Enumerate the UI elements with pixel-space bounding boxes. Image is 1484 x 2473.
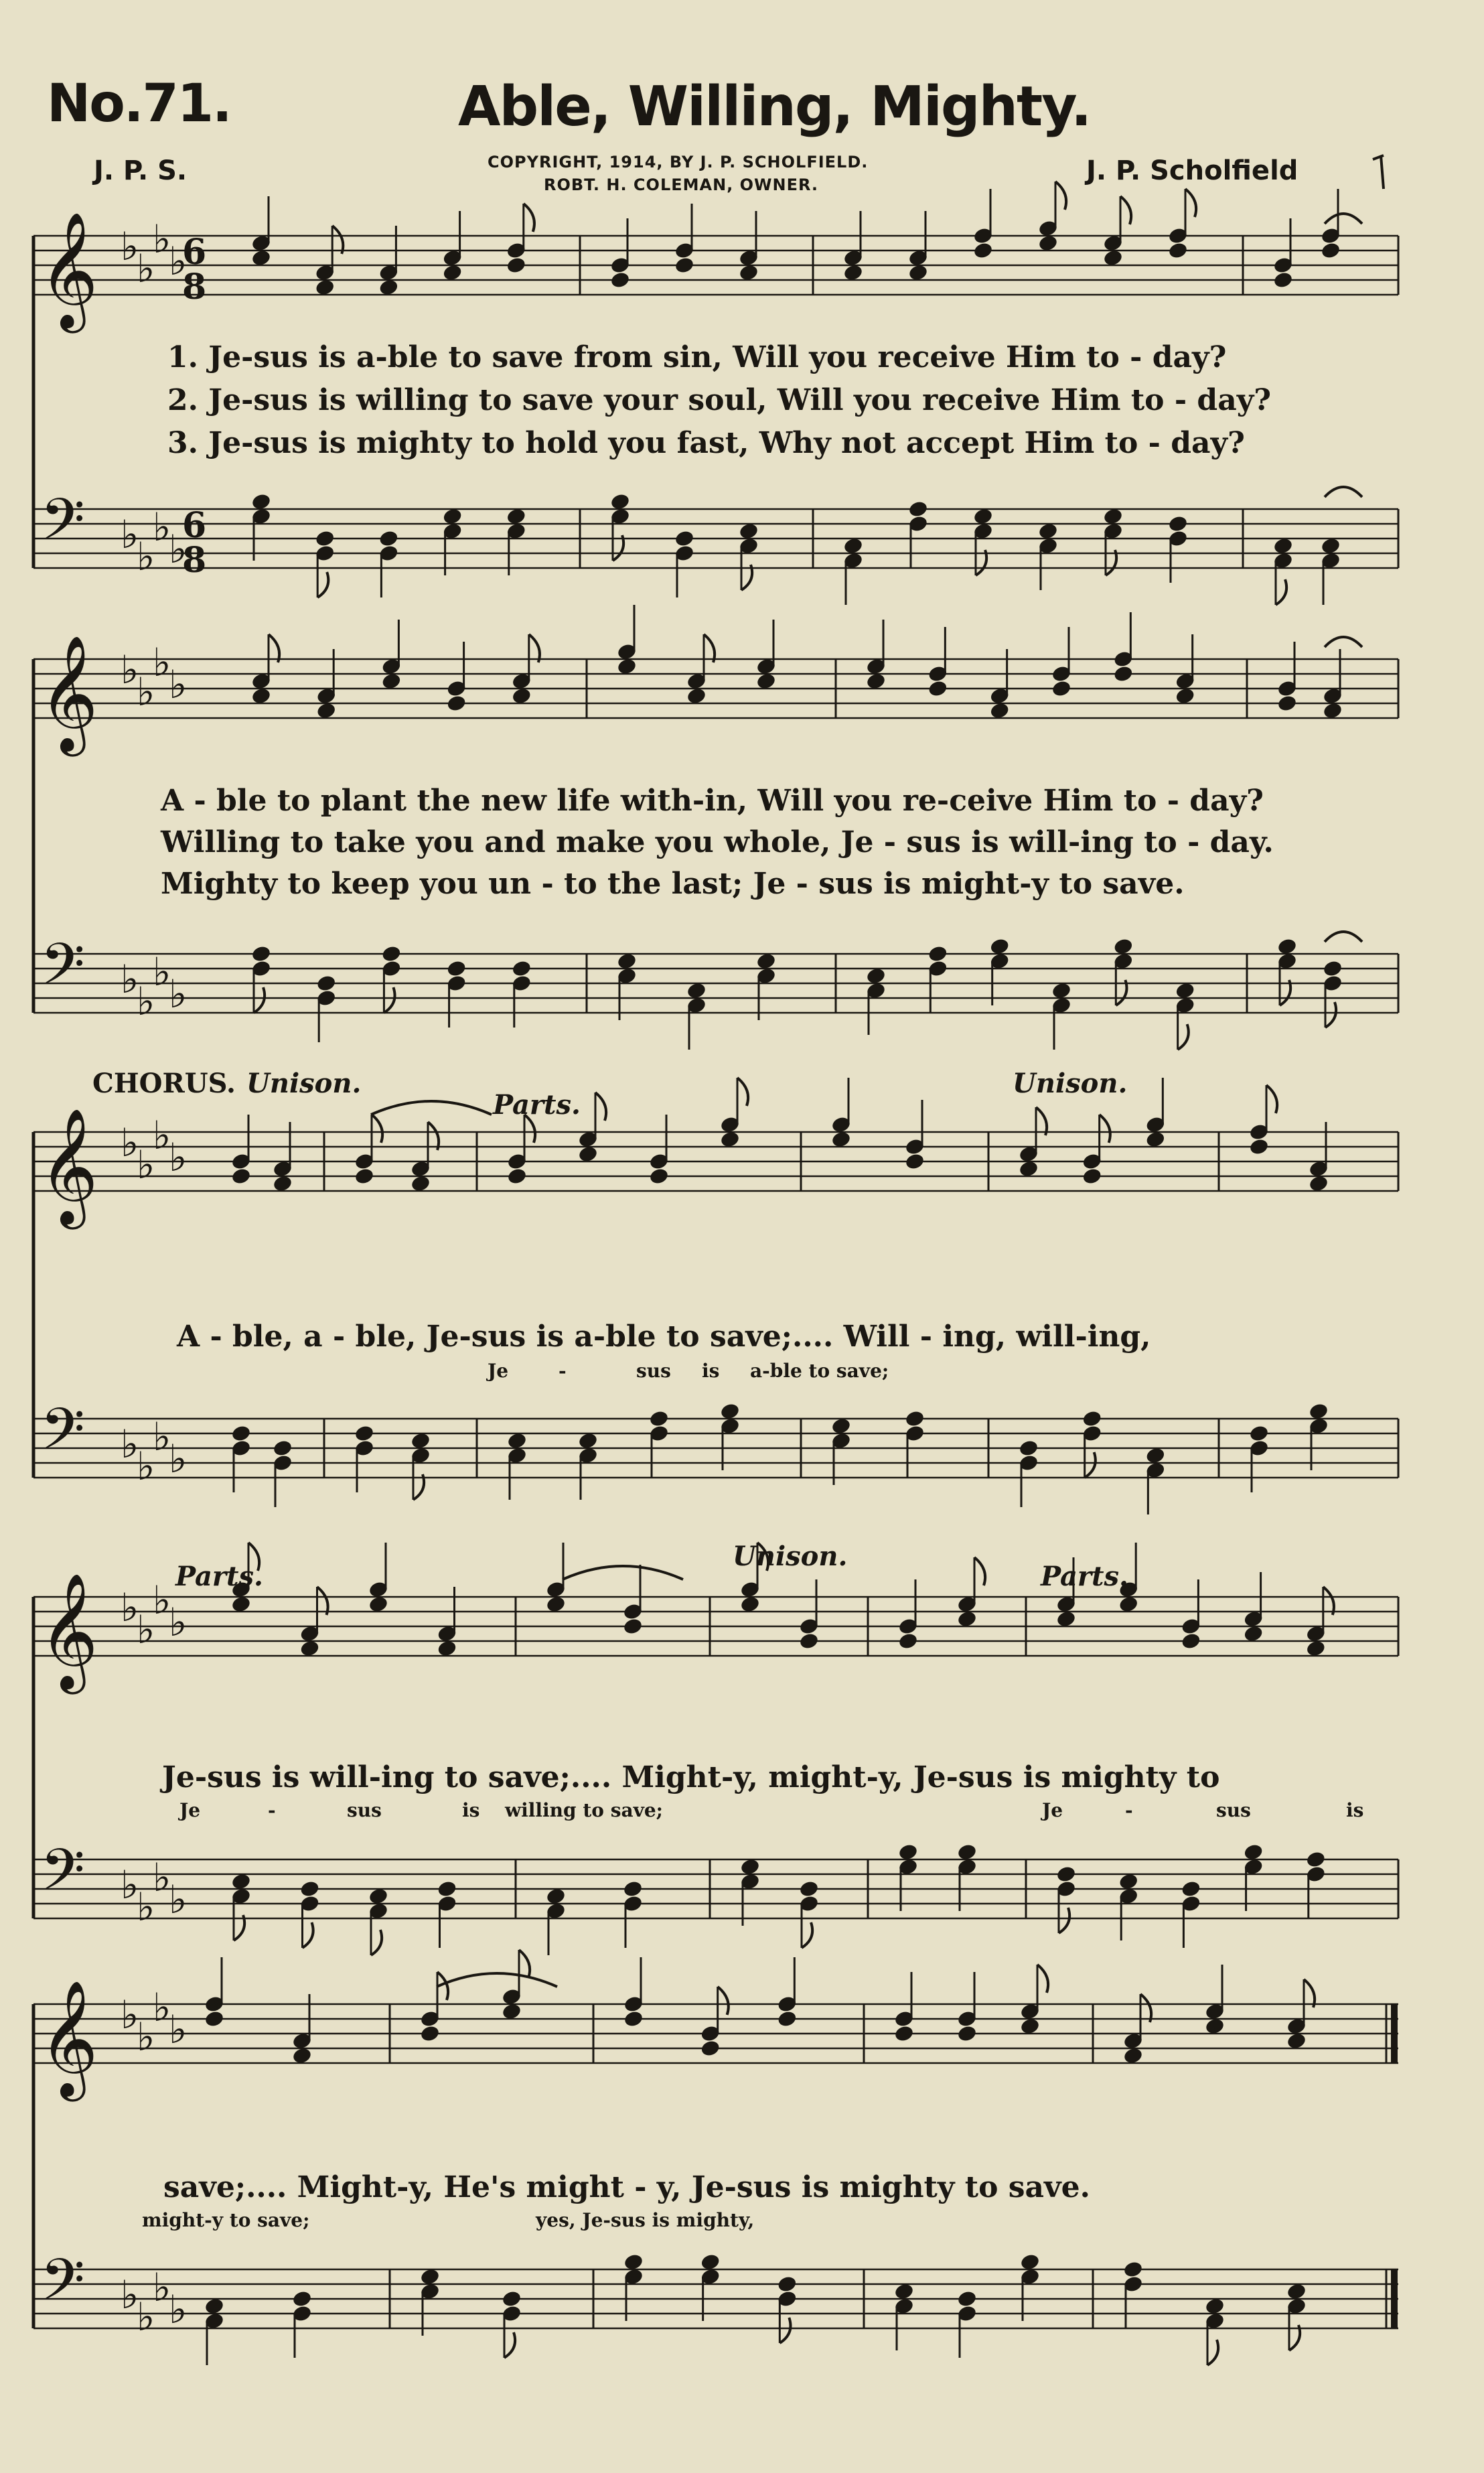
flat-sign: ♭ — [169, 1877, 188, 1922]
flat-sign: ♭ — [137, 669, 155, 715]
time-signature-bottom: 8 — [182, 540, 207, 581]
notehead — [622, 1880, 643, 1898]
notehead — [1102, 249, 1123, 267]
treble-clef: 𝄞 — [39, 1573, 98, 1689]
notehead — [1204, 2297, 1225, 2316]
bass-lyric: yes, Je-sus is mighty, — [536, 2209, 755, 2231]
bass-clef: 𝄢 — [40, 2246, 85, 2328]
note-flag — [1037, 1965, 1048, 1993]
direction-parts: Parts. — [493, 1089, 581, 1121]
verse-1-line-1: 1. Je-sus is a-ble to save from sin, Will you receive Him to - day? — [167, 340, 1227, 374]
direction-unison: Unison. — [733, 1541, 848, 1572]
flat-sign: ♭ — [137, 534, 155, 579]
flat-sign: ♭ — [137, 2294, 155, 2340]
flat-sign: ♭ — [137, 1884, 155, 1930]
note-flag — [1100, 1115, 1110, 1143]
note-flag — [317, 572, 328, 597]
note-flag — [317, 1587, 328, 1615]
treble-clef: 𝄞 — [39, 212, 98, 328]
note-flag — [780, 2318, 790, 2343]
treble-clef: 𝄞 — [39, 635, 98, 752]
note-flag — [1085, 1452, 1096, 1478]
notehead — [1272, 271, 1293, 289]
flat-sign: ♭ — [169, 662, 188, 707]
notehead — [1145, 1130, 1166, 1149]
notehead — [623, 2009, 644, 2028]
notehead — [250, 944, 271, 963]
notehead — [511, 687, 532, 705]
bass-lyric: Je — [1042, 1799, 1063, 1821]
notehead — [1167, 514, 1188, 533]
notehead — [1175, 981, 1195, 1000]
notehead — [1055, 1610, 1076, 1628]
bass-lyric: sus — [636, 1360, 671, 1382]
tie-mark — [371, 1101, 492, 1115]
note-flag — [1178, 1024, 1189, 1050]
notehead — [1322, 959, 1343, 978]
notehead — [299, 1639, 320, 1658]
notehead — [368, 1595, 388, 1614]
notehead — [798, 1632, 819, 1650]
flat-sign: ♭ — [153, 216, 171, 262]
notehead — [577, 1145, 598, 1163]
notehead — [378, 278, 399, 297]
notehead — [1145, 1446, 1166, 1465]
notehead — [1305, 1639, 1326, 1658]
bass-lyric: is — [702, 1360, 720, 1382]
verse-3-line-1: 3. Je-sus is mighty to hold you fast, Why not accept Him to - day? — [167, 426, 1245, 460]
notehead — [648, 1409, 669, 1428]
flat-sign: ♭ — [121, 224, 139, 269]
notehead — [719, 1402, 740, 1421]
notehead — [956, 1843, 977, 1861]
margin-mark — [1381, 155, 1384, 189]
notehead — [700, 2253, 721, 2271]
notehead — [1204, 2017, 1225, 2036]
bass-clef: 𝄢 — [40, 1836, 85, 1918]
notehead — [506, 507, 526, 526]
fermata-icon — [1325, 637, 1362, 647]
notehead — [1113, 937, 1134, 956]
note-flag — [529, 634, 540, 662]
notehead — [1308, 1174, 1329, 1193]
bass-lyric: sus — [1216, 1799, 1251, 1821]
flat-sign: ♭ — [121, 647, 139, 693]
notehead — [230, 1424, 251, 1443]
notehead — [904, 1409, 925, 1428]
verse-1-line-2: A - ble to plant the new life with-in, Will you re-ceive Him to - day? — [161, 784, 1264, 818]
copyright-line-2: ROBT. H. COLEMAN, OWNER. — [544, 175, 819, 194]
notehead — [1181, 1880, 1201, 1898]
flat-sign: ♭ — [137, 979, 155, 1024]
notehead — [1018, 1439, 1039, 1458]
notehead — [893, 2282, 914, 2301]
notehead — [1122, 2260, 1143, 2279]
notehead — [1320, 241, 1341, 260]
note-flag — [332, 226, 343, 254]
chorus-label: CHORUS. — [92, 1068, 236, 1099]
notehead — [1051, 981, 1071, 1000]
bass-clef: 𝄢 — [40, 486, 85, 567]
bass-lyric: Je — [488, 1360, 509, 1382]
time-signature-top: 6 — [182, 505, 207, 546]
notehead — [623, 2253, 644, 2271]
notehead — [893, 2024, 914, 2043]
note-flag — [303, 1922, 313, 1948]
note-flag — [1276, 579, 1286, 605]
notehead — [1122, 2046, 1143, 2065]
time-signature-bottom: 8 — [182, 267, 207, 307]
notehead — [956, 2024, 977, 2043]
notehead — [1118, 1872, 1139, 1891]
notehead — [686, 981, 707, 1000]
notehead — [1082, 1167, 1102, 1186]
notehead — [1019, 2017, 1040, 2036]
notehead — [1276, 694, 1297, 713]
direction-unison: Unison. — [246, 1068, 362, 1099]
notehead — [230, 1872, 251, 1891]
chorus-lyric-row-1: A - ble, a - ble, Je-sus is a-ble to save;.... Will - ing, will-ing, — [177, 1320, 1151, 1354]
notehead — [545, 1887, 566, 1906]
notehead — [1082, 1409, 1102, 1428]
notehead — [830, 1417, 851, 1435]
flat-sign: ♭ — [137, 1607, 155, 1652]
tie-mark — [563, 1566, 683, 1579]
notehead — [378, 529, 399, 548]
composer: J. P. Scholfield — [1086, 155, 1298, 186]
notehead — [648, 1167, 669, 1186]
note-flag — [1323, 1587, 1334, 1615]
notehead — [410, 1431, 431, 1450]
tie-mark — [437, 1973, 557, 1987]
notehead — [381, 672, 402, 691]
copyright-line-1: COPYRIGHT, 1914, BY J. P. SCHOLFIELD. — [488, 153, 869, 171]
notehead — [719, 1130, 740, 1149]
direction-unison: Unison. — [1013, 1068, 1128, 1099]
notehead — [315, 529, 336, 548]
notehead — [1243, 1624, 1264, 1643]
notehead — [545, 1595, 566, 1614]
notehead — [622, 1617, 643, 1636]
flat-sign: ♭ — [121, 1585, 139, 1630]
notehead — [928, 679, 948, 698]
notehead — [204, 2297, 224, 2316]
notehead — [907, 263, 928, 282]
notehead — [511, 959, 532, 978]
notehead — [700, 2039, 721, 2058]
notehead — [1102, 507, 1123, 526]
bass-lyric: is — [1346, 1799, 1364, 1821]
notehead — [1243, 1843, 1264, 1861]
verse-3-line-2: Mighty to keep you un - to the last; Je - sus is might-y to save. — [161, 867, 1185, 901]
note-flag — [1207, 2340, 1218, 2365]
notehead — [1175, 687, 1195, 705]
bass-lyric: Je — [179, 1799, 201, 1821]
notehead — [1181, 1632, 1201, 1650]
note-flag — [254, 987, 265, 1013]
flat-sign: ♭ — [121, 1421, 139, 1467]
flat-sign: ♭ — [137, 1443, 155, 1489]
note-flag — [1059, 1908, 1069, 1933]
notehead — [437, 1880, 457, 1898]
notehead — [928, 944, 948, 963]
notehead — [501, 2002, 522, 2021]
notehead — [674, 256, 694, 275]
notehead — [315, 278, 336, 297]
notehead — [437, 1639, 457, 1658]
note-flag — [802, 1922, 812, 1948]
notehead — [1305, 1850, 1326, 1869]
notehead — [1322, 701, 1343, 720]
notehead — [1276, 937, 1297, 956]
notehead — [506, 1167, 527, 1186]
notehead — [897, 1632, 918, 1650]
note-flag — [1140, 1994, 1151, 2022]
notehead — [446, 694, 467, 713]
flat-sign: ♭ — [169, 1436, 188, 1482]
notehead — [419, 2024, 440, 2043]
bass-clef: 𝄢 — [40, 1395, 85, 1477]
bass-lyric: - — [268, 1799, 276, 1821]
notehead — [616, 657, 637, 676]
fermata-icon — [1325, 487, 1362, 497]
bass-lyric: sus — [347, 1799, 382, 1821]
time-signature-top: 6 — [182, 232, 207, 273]
notehead — [204, 2009, 224, 2028]
notehead — [1286, 2282, 1307, 2301]
direction-parts: Parts. — [1041, 1561, 1128, 1592]
notehead — [865, 672, 886, 691]
flat-sign: ♭ — [137, 246, 155, 291]
notehead — [738, 522, 759, 541]
notehead — [1272, 537, 1293, 555]
notehead — [1055, 1865, 1076, 1884]
note-flag — [1304, 1979, 1315, 2007]
flat-sign: ♭ — [121, 512, 139, 557]
bass-lyric: might-y to save; — [142, 2209, 310, 2231]
notehead — [230, 1595, 251, 1614]
bass-lyric: - — [559, 1360, 567, 1382]
flat-sign: ♭ — [153, 1855, 171, 1900]
notehead — [1018, 1159, 1039, 1178]
notehead — [506, 1431, 527, 1450]
notehead — [755, 952, 776, 971]
notehead — [972, 241, 993, 260]
verse-2-line-2: Willing to take you and make you whole, Je - sus is will-ing to - day. — [161, 825, 1274, 859]
note-flag — [595, 1092, 606, 1121]
notehead — [609, 271, 630, 289]
flat-sign: ♭ — [121, 1862, 139, 1908]
notehead — [798, 1880, 819, 1898]
note-flag — [974, 1557, 985, 1585]
notehead — [1286, 2032, 1307, 2050]
notehead — [755, 672, 776, 691]
notehead — [1051, 679, 1071, 698]
hymn-title: Able, Willing, Mighty. — [458, 75, 1091, 139]
flat-sign: ♭ — [121, 1992, 139, 2038]
flat-sign: ♭ — [153, 949, 171, 995]
notehead — [956, 1610, 977, 1628]
note-flag — [1266, 1085, 1277, 1113]
note-flag — [1325, 1002, 1336, 1028]
notehead — [272, 1174, 293, 1193]
notehead — [272, 1439, 293, 1458]
notehead — [842, 263, 863, 282]
direction-parts: Parts. — [175, 1561, 263, 1592]
notehead — [577, 1431, 598, 1450]
flat-sign: ♭ — [121, 1120, 139, 1165]
notehead — [904, 1152, 925, 1171]
flat-sign: ♭ — [153, 504, 171, 550]
hymn-number: No.71. — [47, 74, 231, 134]
flat-sign: ♭ — [153, 2265, 171, 2310]
notehead — [442, 507, 463, 526]
notehead — [1019, 2253, 1040, 2271]
notehead — [989, 937, 1010, 956]
verse-2-line-1: 2. Je-sus is willing to save your soul, Will you receive Him to - day? — [167, 383, 1272, 417]
notehead — [1113, 664, 1134, 683]
notehead — [1248, 1137, 1269, 1156]
notehead — [230, 1167, 251, 1186]
notehead — [501, 2289, 522, 2308]
notehead — [1167, 241, 1188, 260]
notehead — [446, 959, 467, 978]
notehead — [250, 492, 271, 511]
notehead — [739, 1857, 760, 1876]
fermata-icon — [1325, 932, 1362, 942]
notehead — [897, 1843, 918, 1861]
note-flag — [1055, 182, 1066, 210]
flat-sign: ♭ — [153, 1577, 171, 1623]
note-flag — [737, 1078, 748, 1106]
bass-lyric: willing to save; — [505, 1799, 664, 1821]
notehead — [777, 2275, 798, 2293]
notehead — [316, 701, 337, 720]
note-flag — [1120, 196, 1131, 224]
flat-sign: ♭ — [153, 1113, 171, 1158]
notehead — [291, 2289, 312, 2308]
notehead — [686, 687, 707, 705]
note-flag — [524, 204, 534, 232]
flat-sign: ♭ — [169, 2007, 188, 2052]
fermata-icon — [1325, 214, 1362, 224]
flat-sign: ♭ — [137, 1142, 155, 1188]
flat-sign: ♭ — [137, 2014, 155, 2060]
note-flag — [504, 2332, 515, 2358]
note-flag — [718, 1987, 729, 2015]
notehead — [1320, 537, 1341, 555]
note-flag — [1036, 1107, 1047, 1135]
notehead — [368, 1887, 388, 1906]
notehead — [1037, 522, 1058, 541]
notehead — [250, 687, 271, 705]
bass-lyric: - — [1125, 1799, 1133, 1821]
notehead — [442, 263, 463, 282]
notehead — [250, 249, 271, 267]
flat-sign: ♭ — [153, 1985, 171, 2030]
notehead — [381, 944, 402, 963]
note-flag — [269, 634, 279, 662]
notehead — [1118, 1595, 1139, 1614]
notehead — [419, 2267, 440, 2286]
notehead — [865, 967, 886, 985]
flat-sign: ♭ — [169, 971, 188, 1017]
flat-sign: ♭ — [121, 2272, 139, 2318]
flat-sign: ♭ — [153, 640, 171, 685]
chorus-lyric-row-3: save;.... Might-y, He's might - y, Je-sus is mighty to save. — [163, 2170, 1090, 2204]
notehead — [739, 1595, 760, 1614]
note-flag — [704, 634, 715, 662]
notehead — [738, 263, 759, 282]
notehead — [777, 2009, 798, 2028]
flat-sign: ♭ — [169, 2287, 188, 2332]
lyricist: J. P. S. — [94, 155, 188, 186]
notehead — [989, 701, 1010, 720]
notehead — [299, 1880, 320, 1898]
flat-sign: ♭ — [169, 1600, 188, 1645]
notehead — [316, 974, 337, 993]
notehead — [410, 1174, 431, 1193]
notehead — [972, 507, 993, 526]
notehead — [506, 256, 526, 275]
flat-sign: ♭ — [169, 1135, 188, 1180]
notehead — [354, 1167, 374, 1186]
chorus-lyric-row-2: Je-sus is will-ing to save;.... Might-y, might-y, Je-sus is mighty to — [162, 1760, 1220, 1794]
bass-lyric: is — [462, 1799, 480, 1821]
notehead — [354, 1424, 374, 1443]
notehead — [609, 492, 630, 511]
note-flag — [384, 987, 394, 1013]
note-flag — [1185, 189, 1196, 217]
notehead — [1308, 1402, 1329, 1421]
treble-clef: 𝄞 — [39, 1108, 98, 1224]
flat-sign: ♭ — [153, 1414, 171, 1460]
flat-sign: ♭ — [121, 957, 139, 1002]
flat-sign: ♭ — [169, 238, 188, 284]
flat-sign: ♭ — [169, 526, 188, 572]
notehead — [616, 952, 637, 971]
bass-lyric: a-ble to save; — [750, 1360, 889, 1382]
notehead — [956, 2289, 977, 2308]
note-flag — [372, 1115, 382, 1143]
note-flag — [519, 1950, 530, 1978]
notehead — [674, 529, 694, 548]
notehead — [291, 2046, 312, 2065]
notehead — [830, 1130, 851, 1149]
notehead — [842, 537, 863, 555]
treble-clef: 𝄞 — [39, 1980, 98, 2097]
bass-clef: 𝄢 — [40, 930, 85, 1012]
note-flag — [371, 1930, 382, 1955]
note-flag — [428, 1122, 439, 1150]
notehead — [1037, 234, 1058, 253]
notehead — [907, 500, 928, 518]
notehead — [1248, 1424, 1269, 1443]
